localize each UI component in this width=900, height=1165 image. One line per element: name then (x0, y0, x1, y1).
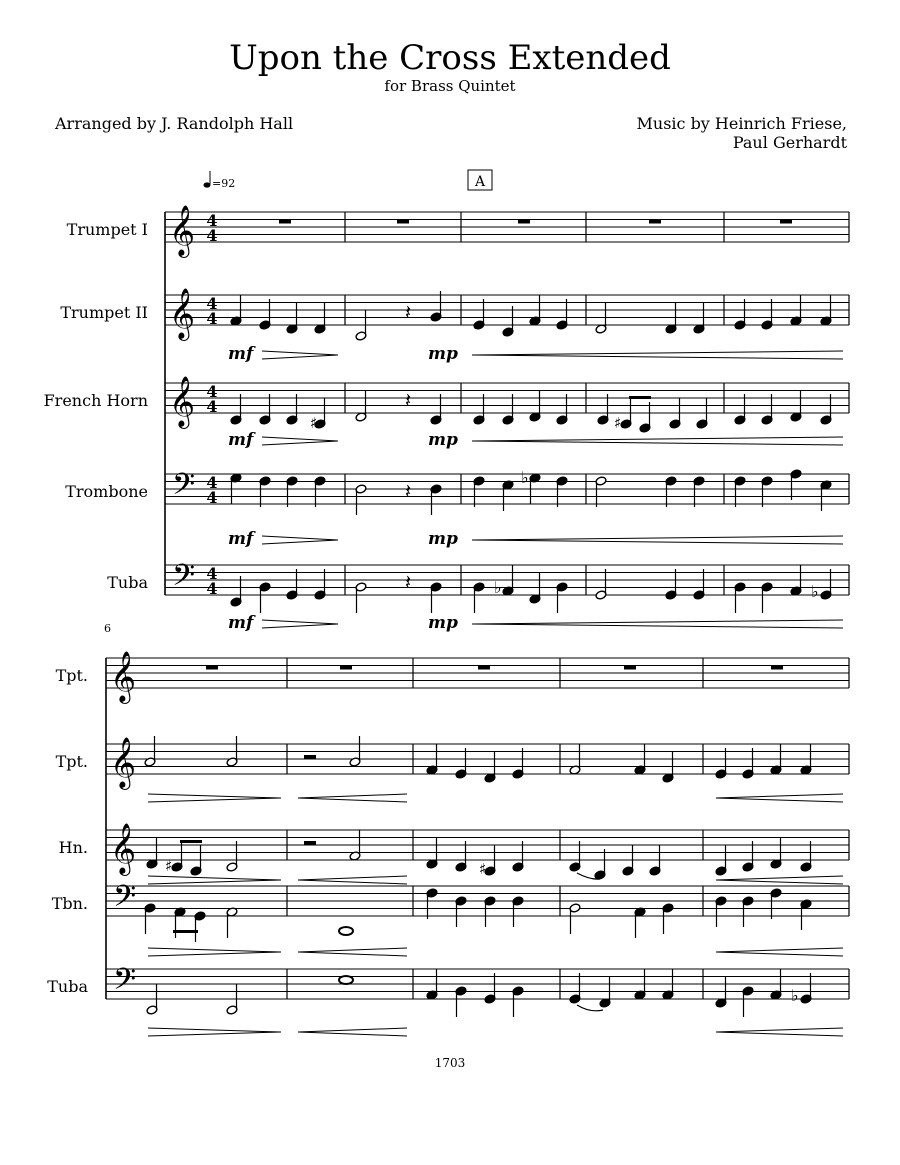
crescendo-hairpin (472, 351, 843, 359)
quarter-note (473, 476, 485, 507)
hairpin-line (472, 355, 843, 359)
quarter-note (430, 582, 442, 613)
quarter-note (455, 748, 467, 779)
flat-accidental: ♭ (494, 578, 502, 597)
staff (106, 658, 849, 688)
quarter-note (665, 303, 677, 334)
decrescendo-hairpin (148, 794, 281, 802)
time-signature-top: 4 (206, 473, 218, 492)
time-signature-bottom: 4 (206, 309, 218, 328)
staff (106, 830, 849, 860)
dynamic-marking: mf (228, 613, 254, 633)
staff (106, 744, 849, 774)
quarter-note (512, 896, 524, 927)
quarter-note (715, 896, 727, 927)
quarter-note (742, 748, 754, 779)
quarter-note (473, 582, 485, 613)
instrument-name: Trumpet II (60, 303, 148, 322)
quarter-note (314, 303, 326, 334)
quarter-note (512, 748, 524, 779)
instrument-name: Trombone (65, 482, 148, 501)
quarter-note (649, 845, 661, 876)
beam (173, 930, 198, 933)
whole-rest (624, 666, 636, 670)
quarter-note (696, 398, 708, 429)
quarter-note (455, 896, 467, 927)
bass-clef: 𝄢 (113, 963, 137, 1004)
quarter-note (484, 896, 496, 927)
quarter-note (734, 582, 746, 613)
quarter-note (286, 476, 298, 507)
instrument-name: Tuba (47, 977, 88, 996)
decrescendo-hairpin (262, 620, 338, 628)
quarter-note (734, 299, 746, 330)
quarter-note (484, 973, 496, 1004)
hairpin-line (148, 948, 281, 952)
hairpin-line (298, 948, 407, 952)
beam (180, 840, 202, 843)
quarter-note (502, 394, 514, 425)
decrescendo-hairpin (148, 948, 281, 956)
quarter-note (314, 476, 326, 507)
whole-rest (340, 666, 352, 670)
page-footer-year: 1703 (434, 1056, 466, 1070)
quarter-note (556, 394, 568, 425)
half-note (355, 391, 367, 422)
quarter-note (669, 398, 681, 429)
quarter-note (800, 973, 812, 1004)
treble-clef: 𝄞 (169, 376, 196, 427)
time-signature-top: 4 (206, 564, 218, 583)
crescendo-hairpin (298, 1028, 407, 1036)
staff (165, 212, 849, 242)
hairpin-line (262, 620, 338, 624)
decrescendo-hairpin (262, 536, 338, 544)
composer-line-1: Music by Heinrich Friese, (636, 114, 847, 133)
quarter-note (512, 986, 524, 1017)
quarter-note (286, 303, 298, 334)
hairpin-line (262, 441, 338, 445)
flat-accidental: ♭ (811, 582, 819, 601)
quarter-note (820, 295, 832, 326)
composer-line-2: Paul Gerhardt (732, 133, 847, 152)
quarter-note (634, 744, 646, 775)
time-signature-bottom: 4 (206, 226, 218, 245)
treble-clef: 𝄞 (110, 737, 137, 788)
treble-clef: 𝄞 (169, 288, 196, 339)
whole-rest (478, 666, 490, 670)
quarter-rest: 𝄽 (404, 570, 412, 594)
treble-clef: 𝄞 (110, 823, 137, 874)
quarter-note (230, 473, 242, 504)
treble-clef: 𝄞 (110, 651, 137, 702)
instrument-name: Tbn. (51, 894, 88, 913)
quarter-rest: 𝄽 (404, 388, 412, 412)
bass-clef: 𝄢 (172, 559, 196, 600)
hairpin-line (716, 948, 843, 952)
instrument-name: Tpt. (55, 752, 88, 771)
flat-accidental: ♭ (521, 468, 529, 487)
quarter-note (599, 977, 611, 1008)
quarter-note (693, 303, 705, 334)
quarter-note (662, 903, 674, 934)
whole-note (339, 976, 353, 984)
quarter-note (742, 896, 754, 927)
quarter-note (230, 394, 242, 425)
half-note (146, 984, 158, 1015)
quarter-note (820, 394, 832, 425)
hairpin-line (148, 794, 281, 798)
dynamic-marking: mf (228, 430, 254, 450)
quarter-note (230, 295, 242, 326)
quarter-note (556, 582, 568, 613)
dynamic-marking: mp (428, 613, 458, 633)
quarter-note (761, 476, 773, 507)
quarter-note (430, 291, 442, 322)
hairpin-line (262, 536, 338, 540)
hairpin-line (472, 540, 843, 544)
instrument-name: Tpt. (55, 666, 88, 685)
quarter-note (715, 748, 727, 779)
quarter-note (569, 841, 581, 872)
quarter-note (693, 476, 705, 507)
crescendo-hairpin (716, 1028, 843, 1036)
sharp-accidental: ♯ (479, 860, 487, 878)
hairpin-line (298, 794, 407, 798)
quarter-note (639, 402, 651, 433)
half-note (355, 310, 367, 341)
decrescendo-hairpin (148, 876, 281, 884)
quarter-note (665, 569, 677, 600)
crescendo-hairpin (298, 794, 407, 802)
quarter-note (742, 841, 754, 872)
hairpin-line (472, 441, 843, 445)
half-note (595, 303, 607, 334)
quarter-note (790, 391, 802, 422)
bass-clef: 𝄢 (172, 468, 196, 509)
instrument-name: French Horn (43, 391, 148, 410)
quarter-note (556, 299, 568, 330)
half-note (569, 744, 581, 775)
hairpin-line (298, 876, 407, 880)
hairpin-line (148, 798, 281, 802)
quarter-note (594, 849, 606, 880)
quarter-note (770, 969, 782, 1000)
half-rest (304, 755, 316, 759)
crescendo-hairpin (716, 794, 843, 802)
quarter-note (597, 394, 609, 425)
quarter-note (190, 845, 202, 876)
quarter-note (286, 394, 298, 425)
quarter-note (455, 841, 467, 872)
quarter-note (529, 295, 541, 326)
hairpin-line (472, 351, 843, 355)
dynamic-marking: mp (428, 430, 458, 450)
quarter-note (761, 582, 773, 613)
hairpin-line (716, 952, 843, 956)
half-rest (304, 841, 316, 845)
quarter-note (800, 841, 812, 872)
sharp-accidental: ♯ (165, 857, 173, 875)
quarter-note (529, 573, 541, 604)
decrescendo-hairpin (148, 1028, 281, 1036)
measure-number: 6 (104, 622, 111, 635)
crescendo-hairpin (298, 948, 407, 956)
tempo-value: =92 (212, 177, 236, 190)
quarter-note (259, 582, 271, 613)
half-note (226, 907, 238, 938)
flat-accidental: ♭ (791, 986, 799, 1005)
hairpin-line (298, 1028, 407, 1032)
crescendo-hairpin (472, 536, 843, 544)
quarter-note (502, 306, 514, 337)
quarter-note (790, 469, 802, 500)
quarter-note (622, 845, 634, 876)
quarter-note (426, 888, 438, 919)
dynamic-marking: mf (228, 529, 254, 549)
quarter-note (820, 480, 832, 511)
hairpin-line (262, 624, 338, 628)
quarter-note (820, 569, 832, 600)
quarter-note (556, 476, 568, 507)
hairpin-line (716, 1028, 843, 1032)
quarter-note (800, 899, 812, 930)
quarter-note (430, 394, 442, 425)
crescendo-hairpin (472, 437, 843, 445)
half-note (355, 582, 367, 613)
quarter-note (430, 484, 442, 515)
whole-rest (518, 220, 530, 224)
hairpin-line (472, 620, 843, 624)
quarter-note (426, 838, 438, 869)
half-note (226, 984, 238, 1015)
hairpin-line (716, 1032, 843, 1036)
quarter-note (770, 744, 782, 775)
hairpin-line (262, 351, 338, 355)
hairpin-line (148, 876, 281, 880)
quarter-note (144, 903, 156, 934)
quarter-note (426, 969, 438, 1000)
time-signature-top: 4 (206, 211, 218, 230)
slur (577, 1005, 603, 1011)
quarter-note (634, 969, 646, 1000)
hairpin-line (298, 952, 407, 956)
time-signature-bottom: 4 (206, 397, 218, 416)
hairpin-line (298, 798, 407, 802)
crescendo-hairpin (716, 876, 843, 884)
score-title: Upon the Cross Extended (229, 38, 671, 78)
half-note (595, 476, 607, 507)
quarter-note (174, 907, 186, 938)
dynamic-marking: mp (428, 529, 458, 549)
half-note (349, 830, 361, 861)
staff (165, 295, 849, 325)
crescendo-hairpin (298, 876, 407, 884)
quarter-rest: 𝄽 (404, 479, 412, 503)
quarter-note (473, 299, 485, 330)
staff (165, 383, 849, 413)
quarter-note (259, 394, 271, 425)
quarter-note (790, 565, 802, 596)
quarter-note (790, 295, 802, 326)
hairpin-line (716, 794, 843, 798)
whole-rest (780, 220, 792, 224)
quarter-note (770, 838, 782, 869)
quarter-note (620, 398, 632, 429)
quarter-note (734, 394, 746, 425)
time-signature-bottom: 4 (206, 488, 218, 507)
half-note (595, 569, 607, 600)
dynamic-marking: mf (228, 344, 254, 364)
whole-rest (771, 666, 783, 670)
quarter-note (259, 299, 271, 330)
hairpin-line (472, 624, 843, 628)
dynamic-marking: mp (428, 344, 458, 364)
treble-clef: 𝄞 (169, 205, 196, 256)
instrument-name: Hn. (58, 838, 88, 857)
hairpin-line (298, 880, 407, 884)
staff (106, 969, 849, 999)
instrument-name: Tuba (107, 573, 148, 592)
quarter-note (662, 969, 674, 1000)
quarter-note (761, 394, 773, 425)
quarter-note (529, 473, 541, 504)
decrescendo-hairpin (262, 351, 338, 359)
hairpin-line (148, 952, 281, 956)
quarter-note (693, 569, 705, 600)
quarter-note (484, 752, 496, 783)
hairpin-line (262, 437, 338, 441)
quarter-note (734, 476, 746, 507)
hairpin-line (472, 437, 843, 441)
staff (106, 886, 849, 916)
quarter-note (529, 391, 541, 422)
hairpin-line (148, 1032, 281, 1036)
whole-rest (397, 220, 409, 224)
time-signature-top: 4 (206, 382, 218, 401)
quarter-note (314, 569, 326, 600)
hairpin-line (472, 536, 843, 540)
quarter-note (473, 394, 485, 425)
arranger-credit: Arranged by J. Randolph Hall (55, 114, 294, 133)
quarter-note (455, 986, 467, 1017)
time-signature-bottom: 4 (206, 579, 218, 598)
quarter-note (761, 299, 773, 330)
instrument-name: Trumpet I (66, 220, 148, 239)
beam (629, 396, 651, 399)
quarter-note (502, 480, 514, 511)
quarter-rest: 𝄽 (404, 300, 412, 324)
whole-rest (206, 666, 218, 670)
hairpin-line (716, 798, 843, 802)
half-note (226, 841, 238, 872)
hairpin-line (262, 540, 338, 544)
score-subtitle: for Brass Quintet (384, 77, 516, 95)
crescendo-hairpin (472, 620, 843, 628)
quarter-note (146, 838, 158, 869)
crescendo-hairpin (716, 948, 843, 956)
quarter-note (286, 569, 298, 600)
half-note (355, 484, 367, 515)
quarter-note (512, 841, 524, 872)
quarter-note (171, 841, 183, 872)
quarter-note (715, 845, 727, 876)
hairpin-line (298, 1032, 407, 1036)
sharp-accidental: ♯ (614, 414, 622, 432)
hairpin-line (716, 876, 843, 880)
hairpin-line (148, 880, 281, 884)
quarter-note (770, 888, 782, 919)
whole-rest (279, 220, 291, 224)
quarter-note (502, 565, 514, 596)
hairpin-line (262, 355, 338, 359)
whole-rest (649, 220, 661, 224)
bass-clef: 𝄢 (113, 880, 137, 921)
tempo-note-icon (204, 182, 211, 187)
time-signature-top: 4 (206, 294, 218, 313)
whole-note (339, 927, 353, 935)
quarter-note (230, 576, 242, 607)
quarter-note (715, 977, 727, 1008)
quarter-note (665, 476, 677, 507)
quarter-note (259, 476, 271, 507)
sharp-accidental: ♯ (310, 414, 318, 432)
quarter-note (662, 752, 674, 783)
quarter-note (634, 907, 646, 938)
quarter-note (426, 744, 438, 775)
decrescendo-hairpin (262, 437, 338, 445)
quarter-note (194, 911, 206, 942)
quarter-note (569, 973, 581, 1004)
half-note (569, 903, 581, 934)
hairpin-line (148, 1028, 281, 1032)
quarter-note (800, 744, 812, 775)
quarter-note (742, 986, 754, 1017)
rehearsal-mark: A (474, 174, 486, 190)
hairpin-line (716, 880, 843, 884)
